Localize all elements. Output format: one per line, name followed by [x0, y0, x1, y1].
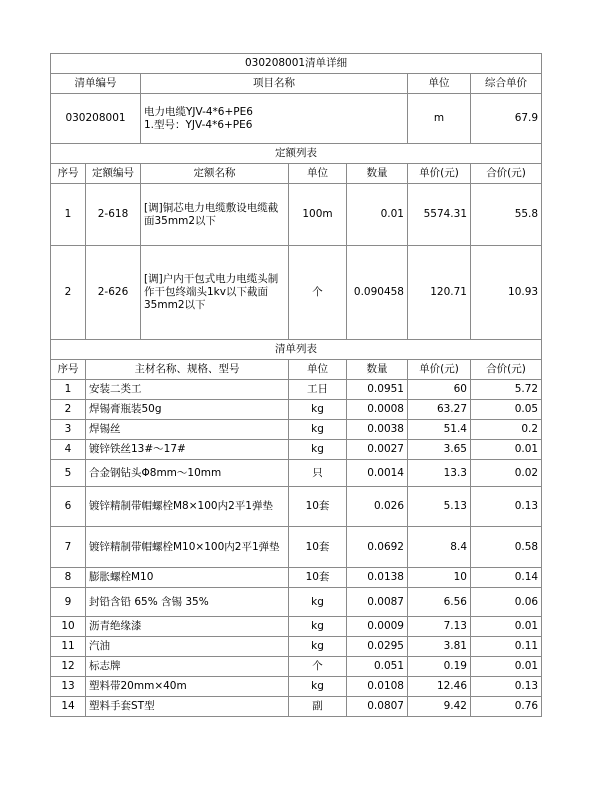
quota-total: 10.93 — [471, 246, 542, 340]
material-no: 5 — [51, 460, 86, 487]
material-name: 塑料带20mm×40m — [86, 677, 289, 697]
material-no: 1 — [51, 380, 86, 400]
material-name: 封铅含铅 65% 含锡 35% — [86, 588, 289, 617]
material-row — [51, 657, 542, 677]
item-row — [51, 94, 542, 144]
materials-section-title: 清单列表 — [51, 340, 542, 360]
material-qty: 0.026 — [347, 487, 408, 527]
quota-header-row — [51, 164, 542, 184]
material-unit: kg — [289, 617, 347, 637]
material-qty: 0.0807 — [347, 697, 408, 717]
material-name: 膨胀螺栓M10 — [86, 568, 289, 588]
material-total: 0.14 — [471, 568, 542, 588]
material-name: 合金钢钻头Φ8mm～10mm — [86, 460, 289, 487]
material-row — [51, 460, 542, 487]
quota-row — [51, 184, 542, 246]
quota-total: 55.8 — [471, 184, 542, 246]
material-row — [51, 588, 542, 617]
material-price: 3.65 — [408, 440, 471, 460]
material-qty: 0.0295 — [347, 637, 408, 657]
material-row — [51, 440, 542, 460]
quota-col-name: 定额名称 — [141, 164, 289, 184]
bill-detail-table — [50, 53, 542, 717]
material-price: 51.4 — [408, 420, 471, 440]
material-price: 7.13 — [408, 617, 471, 637]
quota-col-unit: 单位 — [289, 164, 347, 184]
material-price: 12.46 — [408, 677, 471, 697]
materials-col-no: 序号 — [51, 360, 86, 380]
materials-col-total: 合价(元) — [471, 360, 542, 380]
quota-code: 2-618 — [86, 184, 141, 246]
material-name: 安装二类工 — [86, 380, 289, 400]
material-unit: 只 — [289, 460, 347, 487]
quota-price: 120.71 — [408, 246, 471, 340]
material-total: 0.76 — [471, 697, 542, 717]
material-price: 63.27 — [408, 400, 471, 420]
material-price: 0.19 — [408, 657, 471, 677]
material-price: 3.81 — [408, 637, 471, 657]
material-qty: 0.051 — [347, 657, 408, 677]
item-name — [141, 94, 408, 144]
material-total: 0.01 — [471, 657, 542, 677]
item-name-line2: 1.型号：YJV-4*6+PE6 — [144, 118, 253, 131]
material-no: 12 — [51, 657, 86, 677]
material-no: 11 — [51, 637, 86, 657]
material-price: 5.13 — [408, 487, 471, 527]
material-row — [51, 568, 542, 588]
material-price: 60 — [408, 380, 471, 400]
material-no: 9 — [51, 588, 86, 617]
material-row — [51, 487, 542, 527]
material-total: 5.72 — [471, 380, 542, 400]
material-no: 10 — [51, 617, 86, 637]
material-no: 8 — [51, 568, 86, 588]
quota-unit: 个 — [289, 246, 347, 340]
material-total: 0.06 — [471, 588, 542, 617]
material-name: 标志牌 — [86, 657, 289, 677]
material-no: 13 — [51, 677, 86, 697]
header-unit: 单位 — [408, 74, 471, 94]
material-name: 镀锌精制带帽螺栓M8×100内2平1弹垫 — [86, 487, 289, 527]
header-code: 清单编号 — [51, 74, 141, 94]
material-unit: kg — [289, 420, 347, 440]
materials-col-qty: 数量 — [347, 360, 408, 380]
header-name: 项目名称 — [141, 74, 408, 94]
quota-col-code: 定额编号 — [86, 164, 141, 184]
material-unit: 个 — [289, 657, 347, 677]
material-total: 0.01 — [471, 617, 542, 637]
material-qty: 0.0692 — [347, 527, 408, 568]
material-row — [51, 380, 542, 400]
material-qty: 0.0108 — [347, 677, 408, 697]
quota-col-no: 序号 — [51, 164, 86, 184]
quota-unit: 100m — [289, 184, 347, 246]
material-total: 0.58 — [471, 527, 542, 568]
material-unit: kg — [289, 588, 347, 617]
material-no: 14 — [51, 697, 86, 717]
material-name: 汽油 — [86, 637, 289, 657]
material-price: 6.56 — [408, 588, 471, 617]
material-price: 10 — [408, 568, 471, 588]
material-no: 7 — [51, 527, 86, 568]
quota-qty: 0.01 — [347, 184, 408, 246]
material-total: 0.2 — [471, 420, 542, 440]
quota-no: 2 — [51, 246, 86, 340]
material-qty: 0.0009 — [347, 617, 408, 637]
quota-no: 1 — [51, 184, 86, 246]
quota-col-qty: 数量 — [347, 164, 408, 184]
material-unit: kg — [289, 637, 347, 657]
material-total: 0.13 — [471, 487, 542, 527]
material-name: 塑料手套ST型 — [86, 697, 289, 717]
material-no: 6 — [51, 487, 86, 527]
material-row — [51, 420, 542, 440]
table-title: 030208001清单详细 — [51, 54, 542, 74]
quota-price: 5574.31 — [408, 184, 471, 246]
material-total: 0.11 — [471, 637, 542, 657]
quota-qty: 0.090458 — [347, 246, 408, 340]
material-unit: 工日 — [289, 380, 347, 400]
quota-row — [51, 246, 542, 340]
material-name: 沥青绝缘漆 — [86, 617, 289, 637]
quota-col-total: 合价(元) — [471, 164, 542, 184]
material-qty: 0.0014 — [347, 460, 408, 487]
material-unit: 10套 — [289, 487, 347, 527]
material-unit: 10套 — [289, 527, 347, 568]
quota-name: [调]铜芯电力电缆敷设电缆截面35mm2以下 — [141, 184, 289, 246]
material-unit: 10套 — [289, 568, 347, 588]
material-unit: kg — [289, 677, 347, 697]
material-row — [51, 697, 542, 717]
material-no: 3 — [51, 420, 86, 440]
material-qty: 0.0008 — [347, 400, 408, 420]
materials-col-unit: 单位 — [289, 360, 347, 380]
item-price: 67.9 — [471, 94, 542, 144]
material-total: 0.05 — [471, 400, 542, 420]
material-price: 9.42 — [408, 697, 471, 717]
material-row — [51, 527, 542, 568]
item-name-line1: 电力电缆YJV-4*6+PE6 — [144, 105, 253, 118]
item-code: 030208001 — [51, 94, 141, 144]
material-name: 镀锌铁丝13#～17# — [86, 440, 289, 460]
material-price: 13.3 — [408, 460, 471, 487]
material-row — [51, 637, 542, 657]
material-unit: kg — [289, 400, 347, 420]
material-price: 8.4 — [408, 527, 471, 568]
material-total: 0.01 — [471, 440, 542, 460]
material-unit: kg — [289, 440, 347, 460]
material-total: 0.02 — [471, 460, 542, 487]
quota-col-price: 单价(元) — [408, 164, 471, 184]
quota-section-title: 定额列表 — [51, 144, 542, 164]
material-name: 焊锡丝 — [86, 420, 289, 440]
materials-col-name: 主材名称、规格、型号 — [86, 360, 289, 380]
material-no: 4 — [51, 440, 86, 460]
materials-col-price: 单价(元) — [408, 360, 471, 380]
material-qty: 0.0087 — [347, 588, 408, 617]
material-qty: 0.0038 — [347, 420, 408, 440]
material-qty: 0.0951 — [347, 380, 408, 400]
material-name: 镀锌精制带帽螺栓M10×100内2平1弹垫 — [86, 527, 289, 568]
material-name: 焊锡膏瓶装50g — [86, 400, 289, 420]
material-qty: 0.0138 — [347, 568, 408, 588]
quota-name: [调]户内干包式电力电缆头制作干包终端头1kv以下截面35mm2以下 — [141, 246, 289, 340]
header-price: 综合单价 — [471, 74, 542, 94]
material-qty: 0.0027 — [347, 440, 408, 460]
material-row — [51, 617, 542, 637]
item-unit: m — [408, 94, 471, 144]
materials-header-row — [51, 360, 542, 380]
material-unit: 副 — [289, 697, 347, 717]
material-row — [51, 677, 542, 697]
material-no: 2 — [51, 400, 86, 420]
material-row — [51, 400, 542, 420]
quota-code: 2-626 — [86, 246, 141, 340]
material-total: 0.13 — [471, 677, 542, 697]
